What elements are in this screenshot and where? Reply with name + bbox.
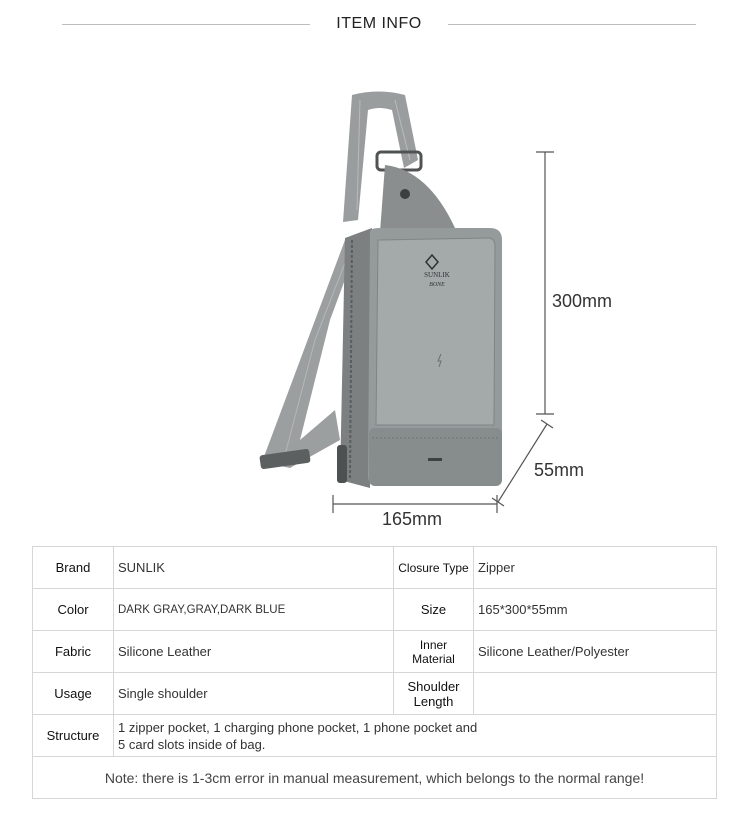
table-row [33,673,717,715]
inner-material-value: Silicone Leather/Polyester [474,631,717,673]
size-label: Size [394,589,474,631]
table-row [33,589,717,631]
size-value: 165*300*55mm [474,589,717,631]
brand-label: Brand [33,547,114,589]
table-row [33,631,717,673]
measurement-note: Note: there is 1-3cm error in manual measurement, which belongs to the normal range! [33,757,717,799]
width-dimension-label: 165mm [382,509,443,529]
inner-material-label: Inner Material [394,631,474,673]
header-divider-right [448,24,696,25]
fabric-label: Fabric [33,631,114,673]
structure-value [114,715,717,757]
table-row [33,547,717,589]
color-label: Color [33,589,114,631]
shoulder-length-value [474,673,717,715]
fabric-value: Silicone Leather [114,631,394,673]
spec-table [32,546,717,799]
bottom-panel [369,428,502,486]
height-dimension-label: 300mm [552,291,613,311]
header-divider-left [62,24,310,25]
bag-flap [380,165,455,232]
rivet-icon [400,189,410,199]
brand-value: SUNLIK [114,547,394,589]
usage-label: Usage [33,673,114,715]
closure-label: Closure Type [394,547,474,589]
table-row [33,757,717,799]
structure-text: 1 zipper pocket, 1 charging phone pocket, 1 phone pocket and 5 card slots inside of bag. [118,719,478,752]
usage-value: Single shoulder [114,673,394,715]
svg-text:BONE: BONE [429,282,445,288]
zipper-pull [337,445,347,483]
closure-value: Zipper [474,547,717,589]
depth-dimension-label: 55mm [534,460,585,480]
color-value: DARK GRAY,GRAY,DARK BLUE [114,589,394,631]
shoulder-length-label: Shoulder Length [394,673,474,715]
table-row [33,715,717,757]
structure-label: Structure [33,715,114,757]
svg-text:SUNLIK: SUNLIK [424,271,450,279]
section-title: ITEM INFO [336,15,422,32]
